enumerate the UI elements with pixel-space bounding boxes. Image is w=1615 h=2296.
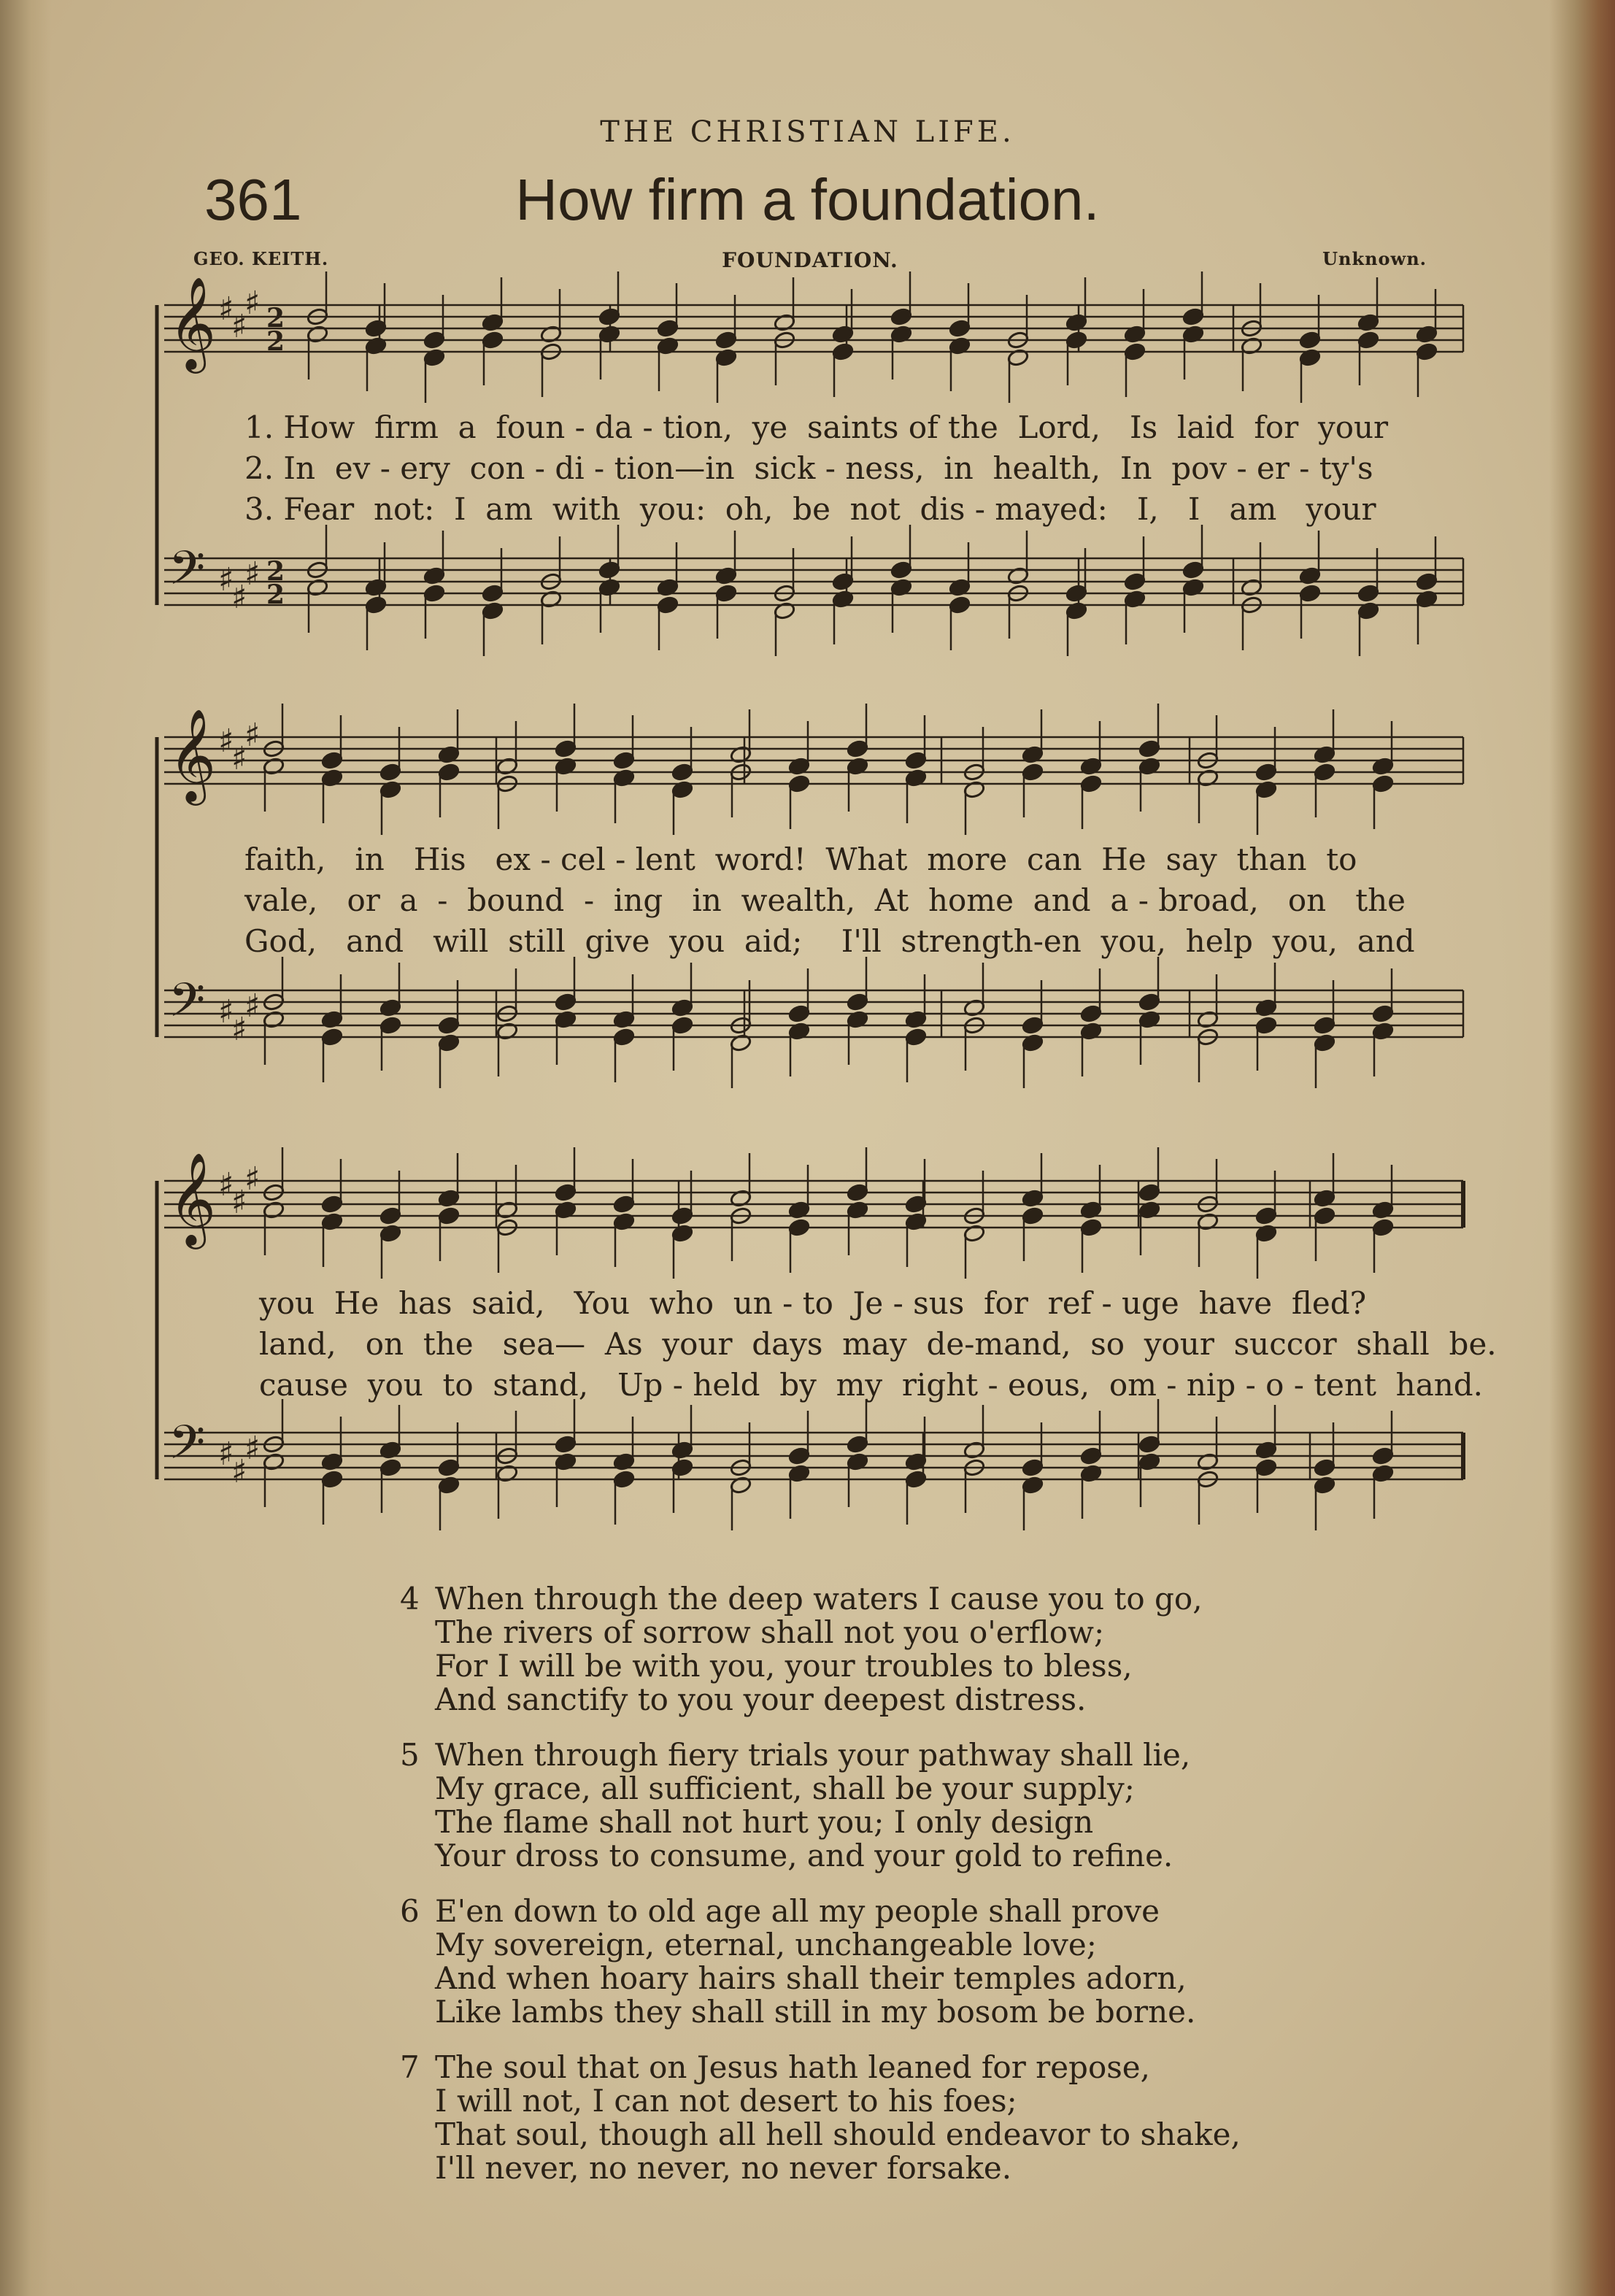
quarter-note bbox=[1416, 342, 1438, 361]
quarter-note bbox=[482, 331, 504, 350]
quarter-note bbox=[788, 1446, 811, 1465]
hymn-title: How firm a foundation. bbox=[515, 167, 1100, 232]
bass-clef: 𝄢 bbox=[169, 974, 206, 1039]
quarter-note bbox=[482, 584, 504, 603]
quarter-note bbox=[1124, 572, 1146, 591]
quarter-note bbox=[613, 1195, 636, 1214]
quarter-note bbox=[657, 596, 679, 615]
quarter-note bbox=[423, 331, 446, 350]
quarter-note bbox=[905, 751, 928, 770]
stanza-line bbox=[400, 1616, 1246, 1649]
quarter-note bbox=[1022, 1458, 1044, 1477]
stanza-line bbox=[400, 1839, 1246, 1873]
stanza-line bbox=[400, 1683, 1246, 1717]
sharp-sign: ♯ bbox=[244, 555, 261, 593]
quarter-note bbox=[438, 1458, 460, 1477]
quarter-note bbox=[715, 331, 738, 350]
stanza-text: The soul that on Jesus hath leaned for repose, bbox=[435, 2049, 1150, 2085]
quarter-note bbox=[847, 1435, 869, 1454]
stanza-text: Your dross to consume, and your gold to refine. bbox=[435, 1838, 1173, 1873]
lyric-line-verse-3: cause you to stand, Up - held by my right - eous, om - nip - o - tent hand. bbox=[259, 1367, 1484, 1403]
quarter-note bbox=[438, 1016, 460, 1035]
quarter-note bbox=[1065, 331, 1088, 350]
quarter-note bbox=[1372, 1218, 1395, 1237]
quarter-note bbox=[1314, 763, 1336, 782]
stanza-number: 5 bbox=[400, 1737, 420, 1773]
sharp-sign: ♯ bbox=[231, 1184, 247, 1221]
sharp-sign: ♯ bbox=[231, 1011, 247, 1048]
stanza-line bbox=[400, 1928, 1246, 1962]
stanza-line bbox=[400, 1772, 1246, 1806]
stanza-text: When through the deep waters I cause you to go, bbox=[435, 1581, 1203, 1617]
bass-clef: 𝄢 bbox=[169, 542, 206, 607]
lyric-line-verse-3: 3. Fear not: I am with you: oh, be not dis - mayed: I, I am your bbox=[244, 491, 1376, 527]
lyric-line-verse-2: land, on the sea— As your days may de-mand, so your succor shall be. bbox=[259, 1326, 1497, 1362]
quarter-note bbox=[555, 993, 577, 1012]
quarter-note bbox=[847, 1183, 869, 1202]
additional-stanzas bbox=[400, 1582, 1246, 2207]
lyric-line-verse-3: God, and will still give you aid; I'll strength-en you, help you, and bbox=[244, 923, 1415, 959]
quarter-note bbox=[788, 774, 811, 793]
stanza-text: For I will be with you, your troubles to bless, bbox=[435, 1648, 1133, 1684]
quarter-note bbox=[1080, 1218, 1103, 1237]
stanza-7 bbox=[400, 2051, 1246, 2185]
quarter-note bbox=[1255, 763, 1278, 782]
quarter-note bbox=[1124, 342, 1146, 361]
quarter-note bbox=[365, 319, 388, 338]
quarter-note bbox=[1080, 1004, 1103, 1023]
quarter-note bbox=[1255, 1016, 1278, 1035]
stanza-line bbox=[400, 1806, 1246, 1839]
quarter-note bbox=[1357, 331, 1380, 350]
quarter-note bbox=[1138, 1183, 1161, 1202]
quarter-note bbox=[613, 751, 636, 770]
sharp-sign: ♯ bbox=[218, 993, 234, 1030]
hymn-number: 361 bbox=[204, 167, 302, 232]
stanza-text: I'll never, no never, no never forsake. bbox=[435, 2150, 1012, 2186]
treble-clef: 𝄞 bbox=[169, 276, 217, 369]
time-signature: 2 bbox=[266, 326, 285, 357]
sharp-sign: ♯ bbox=[244, 1160, 261, 1198]
quarter-note bbox=[1080, 1446, 1103, 1465]
stanza-text: Like lambs they shall still in my bosom be borne. bbox=[435, 1994, 1196, 2030]
sharp-sign: ♯ bbox=[218, 1166, 234, 1203]
quarter-note bbox=[671, 1458, 694, 1477]
stanza-text: E'en down to old age all my people shall prove bbox=[435, 1893, 1160, 1929]
sharp-sign: ♯ bbox=[218, 1436, 234, 1473]
quarter-note bbox=[1022, 1016, 1044, 1035]
quarter-note bbox=[1138, 993, 1161, 1012]
quarter-note bbox=[1255, 1206, 1278, 1225]
author-credit: GEO. KEITH. bbox=[193, 248, 329, 269]
quarter-note bbox=[1022, 763, 1044, 782]
quarter-note bbox=[788, 1004, 811, 1023]
quarter-note bbox=[832, 572, 855, 591]
stanza-text: When through fiery trials your pathway shall lie, bbox=[435, 1737, 1191, 1773]
sharp-sign: ♯ bbox=[244, 987, 261, 1025]
lyric-line-verse-1: you He has said, You who un - to Je - sus for ref - uge have fled? bbox=[259, 1285, 1367, 1321]
stanza-text: The flame shall not hurt you; I only design bbox=[435, 1804, 1094, 1840]
stanza-line bbox=[400, 1582, 1246, 1616]
stanza-line bbox=[400, 1995, 1246, 2029]
quarter-note bbox=[379, 1016, 402, 1035]
quarter-note bbox=[788, 1218, 811, 1237]
quarter-note bbox=[379, 763, 402, 782]
quarter-note bbox=[715, 584, 738, 603]
time-signature: 2 bbox=[266, 303, 285, 334]
quarter-note bbox=[1255, 1458, 1278, 1477]
stanza-text: I will not, I can not desert to his foes; bbox=[435, 2083, 1017, 2119]
stanza-5 bbox=[400, 1738, 1246, 1873]
stanza-line bbox=[400, 2151, 1246, 2185]
quarter-note bbox=[1314, 1458, 1336, 1477]
lyric-line-verse-2: vale, or a - bound - ing in wealth, At home and a - broad, on the bbox=[244, 882, 1406, 918]
quarter-note bbox=[423, 584, 446, 603]
treble-clef: 𝄞 bbox=[169, 708, 217, 801]
stanza-line bbox=[400, 2118, 1246, 2151]
quarter-note bbox=[1080, 774, 1103, 793]
quarter-note bbox=[1022, 1206, 1044, 1225]
quarter-note bbox=[949, 596, 971, 615]
quarter-note bbox=[379, 1206, 402, 1225]
quarter-note bbox=[321, 1470, 344, 1489]
quarter-note bbox=[555, 1435, 577, 1454]
stanza-text: And sanctify to you your deepest distress. bbox=[435, 1681, 1087, 1717]
sharp-sign: ♯ bbox=[218, 561, 234, 598]
quarter-note bbox=[365, 596, 388, 615]
quarter-note bbox=[321, 1028, 344, 1047]
quarter-note bbox=[555, 1183, 577, 1202]
lyric-line-verse-1: 1. How firm a foun - da - tion, ye saints of the Lord, Is laid for your bbox=[244, 409, 1389, 445]
bass-clef: 𝄢 bbox=[169, 1416, 206, 1482]
sharp-sign: ♯ bbox=[231, 740, 247, 777]
quarter-note bbox=[657, 319, 679, 338]
stanza-line bbox=[400, 2084, 1246, 2118]
sharp-sign: ♯ bbox=[231, 579, 247, 616]
quarter-note bbox=[1372, 1004, 1395, 1023]
quarter-note bbox=[1138, 1435, 1161, 1454]
treble-clef: 𝄞 bbox=[169, 1152, 217, 1245]
stanza-text: The rivers of sorrow shall not you o'erflow; bbox=[435, 1614, 1105, 1650]
quarter-note bbox=[438, 763, 460, 782]
quarter-note bbox=[321, 751, 344, 770]
composer-credit: Unknown. bbox=[1322, 248, 1427, 269]
stanza-text: My sovereign, eternal, unchangeable love; bbox=[435, 1927, 1097, 1962]
stanza-line bbox=[400, 1738, 1246, 1772]
quarter-note bbox=[949, 319, 971, 338]
quarter-note bbox=[1299, 331, 1322, 350]
quarter-note bbox=[438, 1206, 460, 1225]
stanza-text: That soul, though all hell should endeavor to shake, bbox=[435, 2116, 1241, 2152]
quarter-note bbox=[847, 739, 869, 758]
stanza-line bbox=[400, 1649, 1246, 1683]
quarter-note bbox=[1372, 774, 1395, 793]
sharp-sign: ♯ bbox=[218, 290, 234, 328]
quarter-note bbox=[1357, 584, 1380, 603]
lyric-line-verse-2: 2. In ev - ery con - di - tion—in sick - ness, in health, In pov - er - ty's bbox=[244, 450, 1373, 486]
quarter-note bbox=[598, 307, 621, 326]
sharp-sign: ♯ bbox=[244, 717, 261, 754]
stanza-text: And when hoary hairs shall their temples adorn, bbox=[435, 1960, 1187, 1996]
quarter-note bbox=[1314, 1206, 1336, 1225]
time-signature: 2 bbox=[266, 579, 285, 610]
stanza-4 bbox=[400, 1582, 1246, 1717]
stanza-number: 7 bbox=[400, 2049, 420, 2085]
quarter-note bbox=[671, 1016, 694, 1035]
quarter-note bbox=[890, 307, 913, 326]
sharp-sign: ♯ bbox=[244, 1430, 261, 1467]
quarter-note bbox=[671, 763, 694, 782]
quarter-note bbox=[832, 342, 855, 361]
quarter-note bbox=[1182, 560, 1205, 579]
stanza-number: 4 bbox=[400, 1581, 420, 1617]
sharp-sign: ♯ bbox=[231, 1453, 247, 1490]
quarter-note bbox=[905, 1028, 928, 1047]
quarter-note bbox=[1065, 584, 1088, 603]
quarter-note bbox=[379, 1458, 402, 1477]
stanza-number: 6 bbox=[400, 1893, 420, 1929]
stanza-6 bbox=[400, 1895, 1246, 2029]
sharp-sign: ♯ bbox=[218, 723, 234, 760]
lyric-line-verse-1: faith, in His ex - cel - lent word! What more can He say than to bbox=[244, 841, 1357, 877]
quarter-note bbox=[555, 739, 577, 758]
quarter-note bbox=[1314, 1016, 1336, 1035]
quarter-note bbox=[321, 1195, 344, 1214]
quarter-note bbox=[613, 1028, 636, 1047]
quarter-note bbox=[1372, 1446, 1395, 1465]
quarter-note bbox=[890, 560, 913, 579]
stanza-line bbox=[400, 2051, 1246, 2084]
stanza-line bbox=[400, 1895, 1246, 1928]
stanza-text: My grace, all sufficient, shall be your supply; bbox=[435, 1771, 1135, 1806]
time-signature: 2 bbox=[266, 556, 285, 587]
sharp-sign: ♯ bbox=[231, 308, 247, 345]
quarter-note bbox=[1138, 739, 1161, 758]
quarter-note bbox=[1299, 584, 1322, 603]
quarter-note bbox=[613, 1470, 636, 1489]
section-title: THE CHRISTIAN LIFE. bbox=[600, 115, 1015, 149]
stanza-line bbox=[400, 1962, 1246, 1995]
quarter-note bbox=[671, 1206, 694, 1225]
quarter-note bbox=[598, 560, 621, 579]
quarter-note bbox=[847, 993, 869, 1012]
quarter-note bbox=[1182, 307, 1205, 326]
quarter-note bbox=[1416, 572, 1438, 591]
tune-name: FOUNDATION. bbox=[722, 248, 898, 272]
sharp-sign: ♯ bbox=[244, 285, 261, 322]
